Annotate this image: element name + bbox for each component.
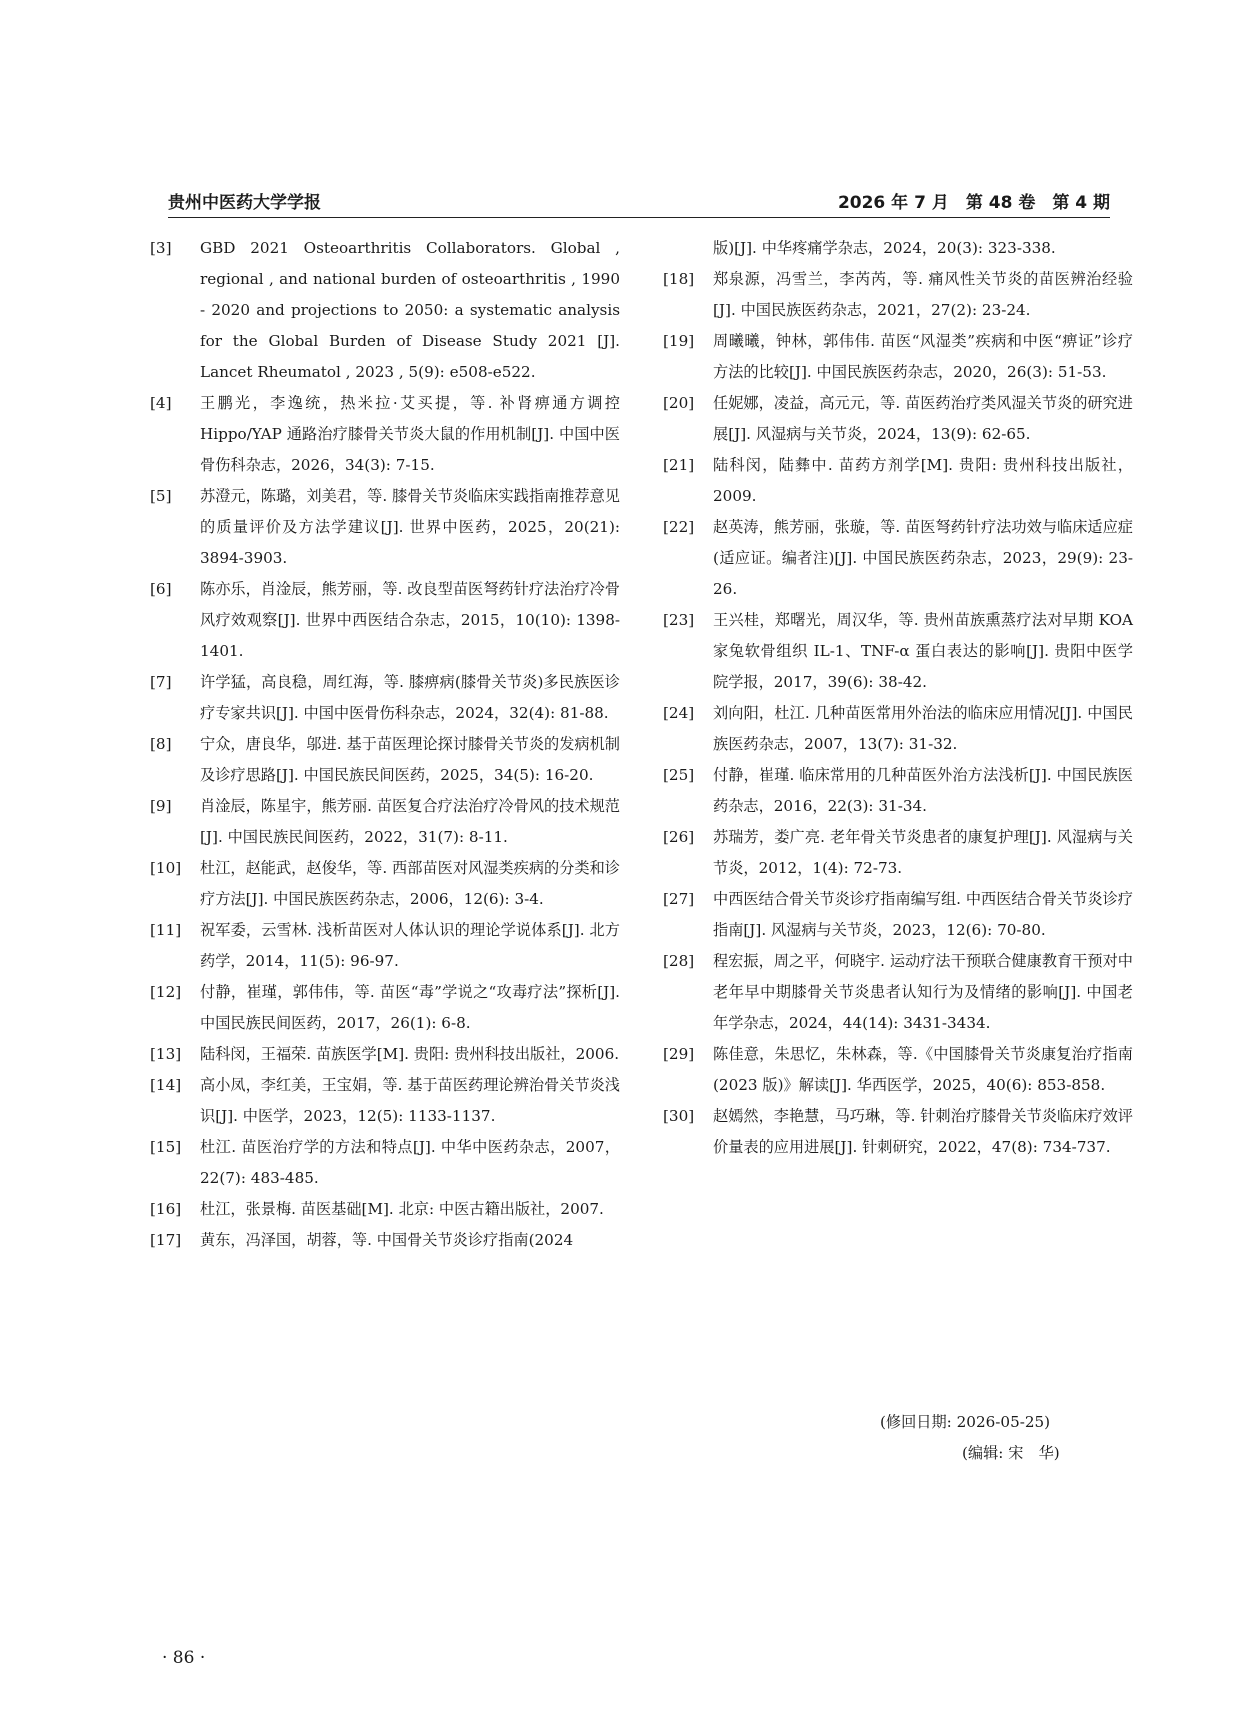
reference-number: [26] bbox=[663, 828, 695, 846]
reference-text: 程宏振，周之平，何晓宇. 运动疗法干预联合健康教育干预对中老年早中期膝骨关节炎患者认知行为及情绪的影响[J]. 中国老年学杂志，2024，44(14): 3431-3434. bbox=[713, 952, 1133, 1032]
reference-item bbox=[150, 915, 620, 977]
reference-item bbox=[663, 760, 1133, 822]
reference-number: [30] bbox=[663, 1107, 695, 1125]
reference-number: [6] bbox=[150, 580, 172, 598]
reference-text: 周曦曦，钟林，郭伟伟. 苗医“风湿类”疾病和中医“痹证”诊疗方法的比较[J]. 中国民族医药杂志，2020，26(3): 51-53. bbox=[713, 332, 1133, 381]
reference-item bbox=[663, 605, 1133, 698]
reference-item bbox=[150, 1225, 620, 1256]
page-number: · 86 · bbox=[162, 1648, 206, 1668]
reference-item bbox=[663, 326, 1133, 388]
reference-item bbox=[663, 946, 1133, 1039]
reference-text: 陆科闵，陆彝中. 苗药方剂学[M]. 贵阳: 贵州科技出版社，2009. bbox=[713, 456, 1133, 505]
reference-text: 杜江，张景梅. 苗医基础[M]. 北京: 中医古籍出版社，2007. bbox=[200, 1200, 604, 1218]
reference-item bbox=[663, 1101, 1133, 1163]
reference-number: [29] bbox=[663, 1045, 695, 1063]
reference-number: [10] bbox=[150, 859, 182, 877]
reference-text: 宁众，唐良华，邬进. 基于苗医理论探讨膝骨关节炎的发病机制及诊疗思路[J]. 中国民族民间医药，2025，34(5): 16-20. bbox=[200, 735, 620, 784]
reference-number: [19] bbox=[663, 332, 695, 350]
reference-text: 许学猛，高良稳，周红海，等. 膝痹病(膝骨关节炎)多民族医诊疗专家共识[J]. 中国中医骨伤科杂志，2024，32(4): 81-88. bbox=[200, 673, 620, 722]
reference-text: 付静，崔瑾，郭伟伟，等. 苗医“毒”学说之“攻毒疗法”探析[J]. 中国民族民间医药，2017，26(1): 6-8. bbox=[200, 983, 620, 1032]
reference-text: 郑泉源，冯雪兰，李芮芮，等. 痛风性关节炎的苗医辨治经验[J]. 中国民族医药杂志，2021，27(2): 23-24. bbox=[713, 270, 1133, 319]
reference-number: [20] bbox=[663, 394, 695, 412]
reference-text: 苏澄元，陈璐，刘美君，等. 膝骨关节炎临床实践指南推荐意见的质量评价及方法学建议[J]. 世界中医药，2025，20(21): 3894-3903. bbox=[200, 487, 620, 567]
reference-number: [11] bbox=[150, 921, 182, 939]
reference-text: 任妮娜，凌益，高元元，等. 苗医药治疗类风湿关节炎的研究进展[J]. 风湿病与关节炎，2024，13(9): 62-65. bbox=[713, 394, 1133, 443]
reference-item bbox=[663, 388, 1133, 450]
reference-number: [13] bbox=[150, 1045, 182, 1063]
editor-credit: (编辑: 宋 华) bbox=[962, 1444, 1060, 1462]
reference-item bbox=[150, 574, 620, 667]
reference-item bbox=[150, 977, 620, 1039]
reference-item bbox=[663, 512, 1133, 605]
reference-text: 杜江. 苗医治疗学的方法和特点[J]. 中华中医药杂志，2007，22(7): 483-485. bbox=[200, 1138, 620, 1187]
references-left-column bbox=[150, 233, 620, 1256]
reference-number: [22] bbox=[663, 518, 695, 536]
header-rule bbox=[168, 217, 1110, 218]
reference-text: 高小凤，李红美，王宝娟，等. 基于苗医药理论辨治骨关节炎浅识[J]. 中医学，2023，12(5): 1133-1137. bbox=[200, 1076, 620, 1125]
reference-number: [9] bbox=[150, 797, 172, 815]
reference-number: [21] bbox=[663, 456, 695, 474]
journal-name: 贵州中医药大学学报 bbox=[168, 193, 321, 213]
reference-item bbox=[150, 729, 620, 791]
reference-text: 王兴桂，郑曙光，周汉华，等. 贵州苗族熏蒸疗法对早期 KOA 家兔软骨组织 IL-1、TNF-α 蛋白表达的影响[J]. 贵阳中医学院学报，2017，39(6): 38-42. bbox=[713, 611, 1133, 691]
issue-info: 2026 年 7 月 第 48 卷 第 4 期 bbox=[837, 193, 1110, 213]
reference-text: 陆科闵，王福荣. 苗族医学[M]. 贵阳: 贵州科技出版社，2006. bbox=[200, 1045, 620, 1063]
reference-text: 苏瑞芳，娄广亮. 老年骨关节炎患者的康复护理[J]. 风湿病与关节炎，2012，1(4): 72-73. bbox=[713, 828, 1133, 877]
reference-number: [7] bbox=[150, 673, 172, 691]
reference-item bbox=[663, 264, 1133, 326]
reference-item bbox=[150, 667, 620, 729]
reference-item bbox=[150, 1070, 620, 1132]
reference-item bbox=[663, 450, 1133, 512]
reference-text: 祝军委，云雪林. 浅析苗医对人体认识的理论学说体系[J]. 北方药学，2014，11(5): 96-97. bbox=[200, 921, 620, 970]
reference-item bbox=[150, 1132, 620, 1194]
reference-text: 赵英涛，熊芳丽，张璇，等. 苗医弩药针疗法功效与临床适应症(适应证。编者注)[J]. 中国民族医药杂志，2023，29(9): 23-26. bbox=[713, 518, 1133, 598]
reference-item bbox=[150, 481, 620, 574]
reference-text: 刘向阳，杜江. 几种苗医常用外治法的临床应用情况[J]. 中国民族医药杂志，2007，13(7): 31-32. bbox=[713, 704, 1133, 753]
reference-item bbox=[150, 1194, 620, 1225]
reference-number: [17] bbox=[150, 1231, 182, 1249]
reference-item bbox=[663, 698, 1133, 760]
running-header bbox=[168, 183, 1110, 218]
reference-item bbox=[150, 1039, 620, 1070]
reference-text: 中西医结合骨关节炎诊疗指南编写组. 中西医结合骨关节炎诊疗指南[J]. 风湿病与关节炎，2023，12(6): 70-80. bbox=[713, 890, 1133, 939]
reference-number: [3] bbox=[150, 239, 172, 257]
reference-item bbox=[150, 853, 620, 915]
reference-number: [4] bbox=[150, 394, 172, 412]
reference-text: 杜江，赵能武，赵俊华，等. 西部苗医对风湿类疾病的分类和诊疗方法[J]. 中国民族医药杂志，2006，12(6): 3-4. bbox=[200, 859, 620, 908]
reference-number: [14] bbox=[150, 1076, 182, 1094]
reference-text: 王鹏光，李逸统，热米拉·艾买提，等. 补肾痹通方调控 Hippo/YAP 通路治疗膝骨关节炎大鼠的作用机制[J]. 中国中医骨伤科杂志，2026，34(3): 7-15. bbox=[200, 394, 620, 474]
reference-item bbox=[150, 233, 620, 388]
reference-number: [16] bbox=[150, 1200, 182, 1218]
reference-number: [28] bbox=[663, 952, 695, 970]
reference-text: GBD 2021 Osteoarthritis Collaborators. Global , regional , and national burden of osteoarthritis , 1990 - 2020 and projections to 2050: a systematic analysis for the Global Burden of Disease Study 2021 [J]. Lancet Rheumatol , 2023 , 5(9): e508-e522. bbox=[200, 239, 620, 381]
reference-item bbox=[663, 822, 1133, 884]
reference-continuation bbox=[663, 233, 1133, 264]
reference-number: [15] bbox=[150, 1138, 182, 1156]
reference-text: 付静，崔瑾. 临床常用的几种苗医外治方法浅析[J]. 中国民族医药杂志，2016，22(3): 31-34. bbox=[713, 766, 1133, 815]
reference-text: 赵嫣然，李艳慧，马巧琳，等. 针刺治疗膝骨关节炎临床疗效评价量表的应用进展[J]. 针刺研究，2022，47(8): 734-737. bbox=[713, 1107, 1133, 1156]
reference-text: 肖淦辰，陈星宇，熊芳丽. 苗医复合疗法治疗冷骨风的技术规范[J]. 中国民族民间医药，2022，31(7): 8-11. bbox=[200, 797, 620, 846]
reference-text: 版)[J]. 中华疼痛学杂志，2024，20(3): 323-338. bbox=[713, 239, 1056, 257]
reference-number: [5] bbox=[150, 487, 172, 505]
reference-text: 陈亦乐，肖淦辰，熊芳丽，等. 改良型苗医弩药针疗法治疗冷骨风疗效观察[J]. 世界中西医结合杂志，2015，10(10): 1398-1401. bbox=[200, 580, 620, 660]
reference-text: 陈佳意，朱思忆，朱林森，等.《中国膝骨关节炎康复治疗指南(2023 版)》解读[J]. 华西医学，2025，40(6): 853-858. bbox=[713, 1045, 1133, 1094]
reference-text: 黄东，冯泽国，胡蓉，等. 中国骨关节炎诊疗指南(2024 bbox=[200, 1231, 574, 1249]
reference-number: [27] bbox=[663, 890, 695, 908]
reference-item bbox=[663, 884, 1133, 946]
reference-number: [8] bbox=[150, 735, 172, 753]
revision-date: (修回日期: 2026-05-25) bbox=[880, 1413, 1051, 1431]
reference-number: [12] bbox=[150, 983, 182, 1001]
reference-item bbox=[663, 1039, 1133, 1101]
reference-item bbox=[150, 388, 620, 481]
references-right-column bbox=[663, 233, 1133, 1163]
reference-item bbox=[150, 791, 620, 853]
reference-number: [23] bbox=[663, 611, 695, 629]
reference-number: [25] bbox=[663, 766, 695, 784]
reference-number: [18] bbox=[663, 270, 695, 288]
reference-number: [24] bbox=[663, 704, 695, 722]
